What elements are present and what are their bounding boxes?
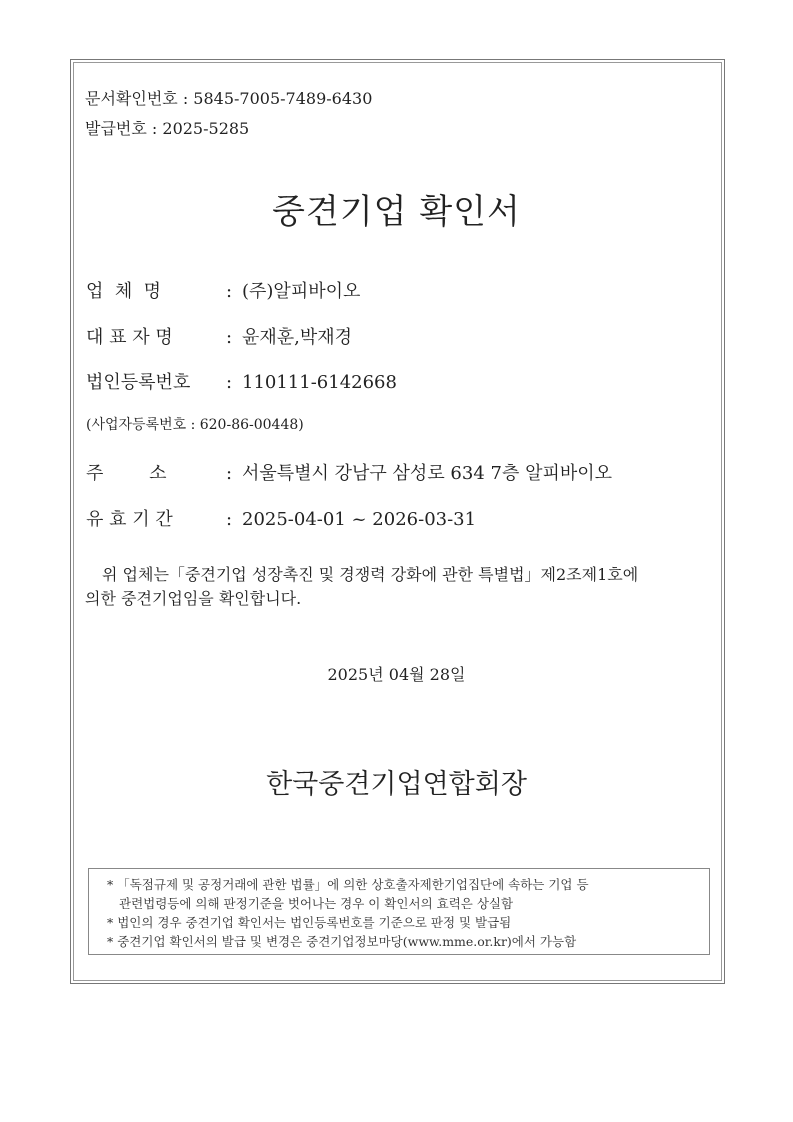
note-1-line-1: * 「독점규제 및 공정거래에 관한 법률」에 의한 상호출자제한기업집단에 속하는 기업 등	[107, 877, 589, 892]
statement-line-1: 위 업체는「중견기업 성장촉진 및 경쟁력 강화에 관한 특별법」제2조제1호에	[102, 565, 639, 584]
issue-number: 발급번호 : 2025-5285	[85, 119, 250, 138]
field-corp-reg-value: 110111-6142668	[242, 372, 397, 393]
statement-line-2: 의한 중견기업임을 확인합니다.	[85, 589, 302, 608]
issue-date: 2025년 04월 28일	[327, 665, 466, 684]
field-representative	[86, 323, 352, 349]
field-colon: :	[226, 327, 233, 348]
field-validity-label: 유 효 기 간	[86, 509, 173, 530]
field-colon: :	[226, 372, 233, 393]
field-colon: :	[226, 463, 233, 484]
field-representative-value: 윤재훈,박재경	[242, 327, 353, 348]
field-validity	[86, 505, 476, 531]
field-validity-value: 2025-04-01 ~ 2026-03-31	[242, 509, 477, 530]
notes-box	[88, 868, 710, 955]
field-address	[86, 459, 612, 485]
field-company-label: 업 체 명	[86, 281, 162, 302]
note-2: * 법인의 경우 중견기업 확인서는 법인등록번호를 기준으로 판정 및 발급됨	[107, 915, 512, 930]
field-corp-reg	[86, 368, 397, 394]
field-company-value: (주)알피바이오	[242, 281, 361, 302]
note-1-line-2: 관련법령등에 의해 판정기준을 벗어나는 경우 이 확인서의 효력은 상실함	[119, 896, 514, 911]
field-representative-label: 대 표 자 명	[86, 327, 173, 348]
note-3: * 중견기업 확인서의 발급 및 변경은 중견기업정보마당(www.mme.or.kr)에서 가능함	[107, 934, 577, 949]
field-address-value: 서울특별시 강남구 삼성로 634 7층 알피바이오	[242, 463, 613, 484]
field-colon: :	[226, 281, 233, 302]
field-address-label: 주 소	[86, 463, 167, 484]
issuer-name: 한국중견기업연합회장	[266, 769, 527, 800]
field-colon: :	[226, 509, 233, 530]
page-title: 중견기업 확인서	[272, 192, 521, 232]
document-number: 문서확인번호 : 5845-7005-7489-6430	[85, 89, 373, 108]
field-company	[86, 277, 360, 303]
field-biz-reg: (사업자등록번호 : 620-86-00448)	[86, 417, 304, 433]
field-corp-reg-label: 법인등록번호	[86, 372, 191, 393]
